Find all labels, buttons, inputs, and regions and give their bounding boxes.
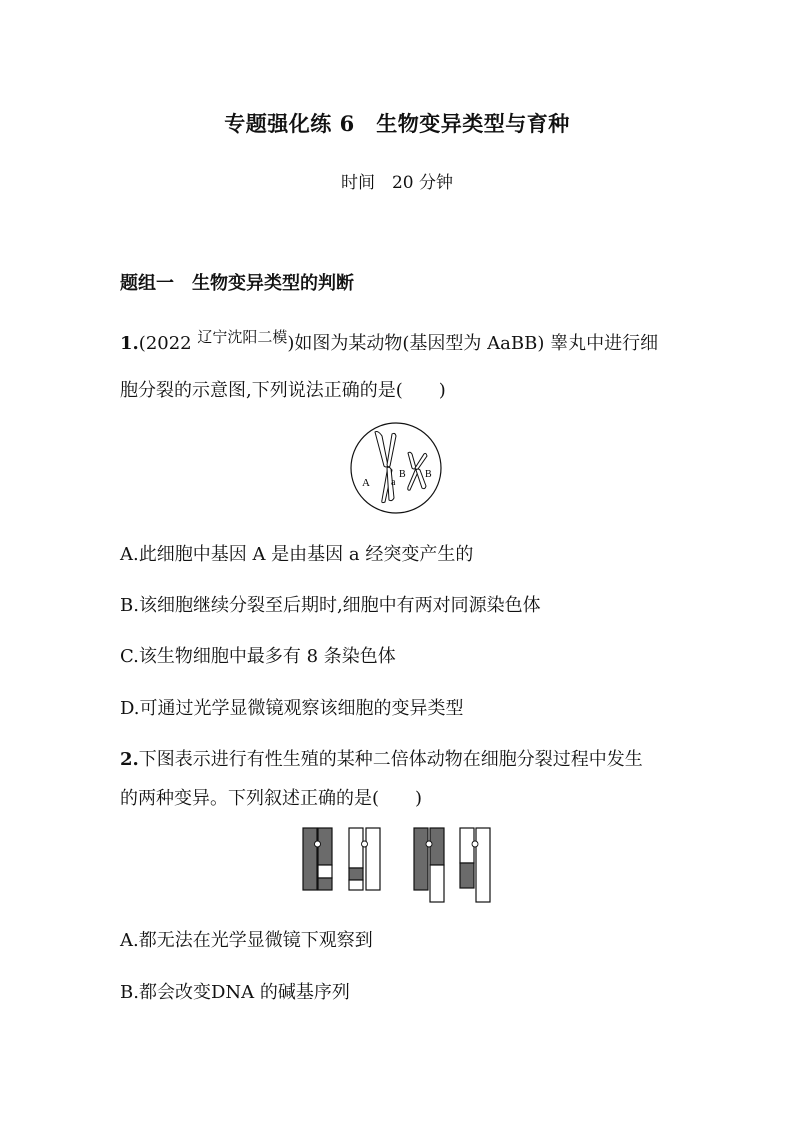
label-gene-B-right: B bbox=[425, 469, 432, 480]
q2-option-b[interactable] bbox=[120, 978, 350, 1004]
time-limit: 时间 20 分钟 bbox=[340, 173, 454, 193]
chromosome-5-shaded bbox=[414, 828, 428, 890]
option-letter: A. bbox=[120, 930, 139, 951]
option-text: 该细胞继续分裂至后期时,细胞中有两对同源染色体 bbox=[138, 595, 541, 616]
option-letter: B. bbox=[120, 595, 139, 616]
chromosome-2-lower-shaded bbox=[318, 878, 332, 890]
option-letter: C. bbox=[120, 646, 139, 667]
q1-option-c[interactable] bbox=[120, 642, 396, 668]
chromosome-2-white-segment bbox=[318, 865, 332, 878]
centromeres bbox=[315, 841, 479, 847]
chromosome-2-shaded-part bbox=[318, 828, 332, 865]
q2-stem-part1: 下图表示进行有性生殖的某种二倍体动物在细胞分裂过程中发生 bbox=[138, 749, 643, 770]
q2-chromosome-diagram bbox=[300, 826, 494, 904]
chromosome-6-white-part bbox=[430, 865, 444, 902]
q1-year: (2022 bbox=[138, 333, 198, 354]
q1-option-b[interactable] bbox=[120, 591, 541, 617]
chromosome-3-lower-white bbox=[349, 880, 363, 890]
q2-stem-line-2: 的两种变异。下列叙述正确的是( ) bbox=[120, 788, 423, 809]
chromosome-1-shaded bbox=[303, 828, 317, 890]
page-title: 专题强化练 6 生物变异类型与育种 bbox=[224, 111, 570, 136]
q2-number: 2. bbox=[120, 749, 139, 770]
option-text: 都无法在光学显微镜下观察到 bbox=[138, 930, 373, 951]
label-gene-B-left: B bbox=[399, 469, 406, 480]
option-letter: A. bbox=[120, 544, 139, 565]
q1-number: 1. bbox=[120, 333, 139, 354]
q1-stem-line-2: 胞分裂的示意图,下列说法正确的是( ) bbox=[120, 380, 446, 401]
chromosome-large bbox=[375, 432, 396, 503]
option-text: 可通过光学显微镜观察该细胞的变异类型 bbox=[139, 698, 464, 719]
chromosome-3-shaded-segment bbox=[349, 868, 363, 880]
option-letter: B. bbox=[120, 982, 139, 1003]
option-text: 该生物细胞中最多有 8 条染色体 bbox=[138, 646, 396, 667]
label-gene-A: A bbox=[362, 477, 370, 489]
q2-option-a[interactable] bbox=[120, 926, 373, 952]
q1-option-d[interactable] bbox=[120, 694, 464, 720]
label-gene-a: a bbox=[391, 477, 396, 488]
option-letter: D. bbox=[120, 698, 140, 719]
q1-stem-part1: )如图为某动物(基因型为 AaBB) 睾丸中进行细 bbox=[287, 333, 659, 354]
q2-stem-line-1 bbox=[120, 745, 643, 771]
q1-source: 辽宁沈阳二模 bbox=[197, 328, 288, 346]
section-heading: 题组一 生物变异类型的判断 bbox=[120, 273, 354, 294]
option-text: 都会改变DNA 的碱基序列 bbox=[138, 982, 350, 1003]
chromosome-7-shaded-part bbox=[460, 863, 474, 888]
q1-stem-line-1 bbox=[120, 329, 658, 355]
q1-cell-diagram bbox=[348, 420, 444, 516]
chromosome-8-white bbox=[476, 828, 490, 902]
chromosome-3-white-part bbox=[349, 828, 363, 868]
option-text: 此细胞中基因 A 是由基因 a 经突变产生的 bbox=[138, 544, 474, 565]
q1-option-a[interactable] bbox=[120, 540, 473, 566]
chromosome-6-shaded-part bbox=[430, 828, 444, 865]
chromosome-4-white bbox=[366, 828, 380, 890]
